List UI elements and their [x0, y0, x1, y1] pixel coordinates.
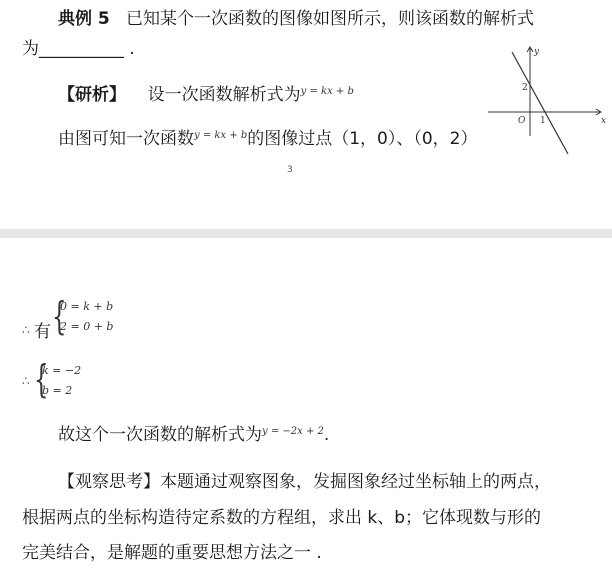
analysis-label: 【研析】	[58, 85, 126, 105]
x-tick-label: 1	[540, 116, 546, 126]
analysis-text: 设一次函数解析式为	[147, 85, 301, 105]
page-divider	[0, 229, 612, 238]
solution-1: k = −2	[42, 364, 82, 377]
brace-2: {	[34, 357, 49, 401]
reflection-line-2: 根据两点的坐标构造待定系数的方程组，求出 k、b；它体现数与形的	[22, 508, 542, 528]
therefore-symbol-2: ∴	[22, 374, 30, 388]
result-end: .	[323, 425, 330, 445]
equation-1: 0 = k + b	[60, 300, 114, 313]
y-axis-label: y	[534, 47, 540, 57]
result-line	[58, 424, 329, 449]
points-line	[58, 128, 478, 153]
result-formula: y = −2x + 2	[262, 426, 324, 437]
reflection-line-1: 【观察思考】本题通过观察图象，发掘图象经过坐标轴上的两点，	[58, 472, 551, 492]
function-line	[512, 52, 568, 154]
question-line-1	[58, 8, 534, 30]
question-line-2: 为__________ .	[22, 39, 135, 59]
page-number: 3	[287, 165, 293, 175]
points-text-pre: 由图可知一次函数	[58, 129, 194, 149]
therefore-symbol-1: ∴	[22, 323, 30, 337]
have-prefix: 有	[34, 322, 51, 342]
x-axis-label: x	[601, 116, 607, 126]
result-text: 故这个一次函数的解析式为	[58, 425, 262, 445]
solution-2: b = 2	[42, 384, 73, 397]
equation-system	[60, 297, 113, 337]
origin-label: O	[518, 116, 526, 126]
solution-system	[42, 361, 81, 401]
brace-1: {	[52, 294, 67, 338]
points-formula: y = kx + b	[194, 130, 248, 141]
points-text-post: 的图像过点（1，0）、（0，2）	[247, 129, 478, 149]
question-text: 已知某个一次函数的图像如图所示，则该函数的解析式	[125, 9, 534, 29]
function-graph	[484, 44, 608, 156]
reflection-line-3: 完美结合，是解题的重要思想方法之一 .	[22, 543, 322, 563]
analysis-line	[58, 84, 354, 109]
y-tick-label: 2	[522, 83, 528, 93]
analysis-formula: y = kx + b	[300, 86, 354, 97]
equation-2: 2 = 0 + b	[60, 320, 114, 333]
example-label: 典例 5	[58, 9, 110, 29]
